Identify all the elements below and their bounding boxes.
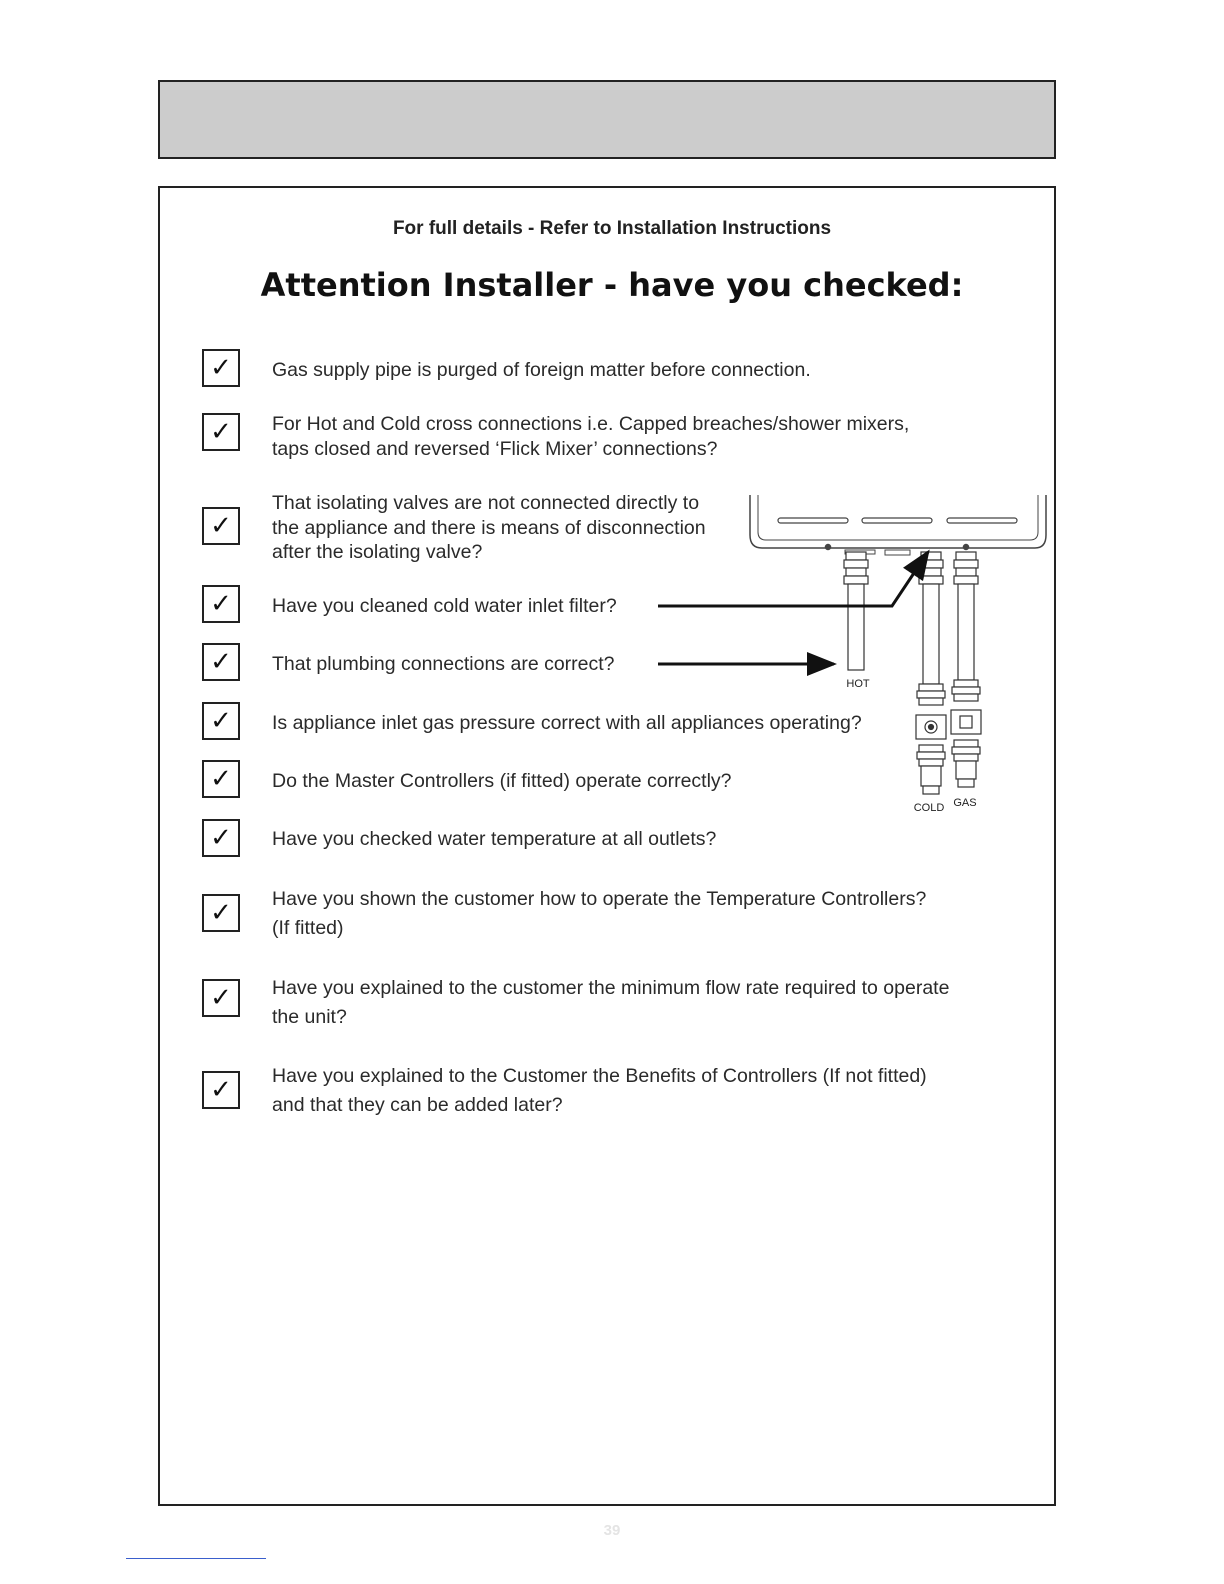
- item-line: (If fitted): [272, 917, 344, 939]
- cold-pipe: [916, 552, 946, 794]
- checkbox-icon: ✓: [202, 413, 240, 451]
- item-line: Have you checked water temperature at all outlets?: [272, 828, 717, 850]
- footer-link-underline[interactable]: [126, 1558, 266, 1559]
- checkbox-icon: ✓: [202, 585, 240, 623]
- header-band: [158, 80, 1056, 159]
- checkbox-icon: ✓: [202, 643, 240, 681]
- checklist-item: [272, 1062, 927, 1120]
- checkbox-icon: ✓: [202, 760, 240, 798]
- checkbox-icon: ✓: [202, 894, 240, 932]
- item-line: taps closed and reversed ‘Flick Mixer’ connections?: [272, 438, 718, 460]
- filter-arrow: [658, 552, 928, 606]
- checklist-item: [272, 594, 617, 619]
- checklist-item: [272, 974, 949, 1032]
- item-line: Gas supply pipe is purged of foreign matter before connection.: [272, 359, 811, 381]
- page-title: Attention Installer - have you checked:: [260, 266, 964, 304]
- item-line: That isolating valves are not connected directly to: [272, 492, 700, 514]
- checkbox-icon: ✓: [202, 819, 240, 857]
- checklist-item: [272, 652, 615, 677]
- item-line: the appliance and there is means of disconnection: [272, 516, 706, 539]
- checkbox-icon: ✓: [202, 507, 240, 545]
- item-line: after the isolating valve?: [272, 541, 483, 563]
- item-line: Have you explained to the customer the minimum flow rate required to operate: [272, 977, 950, 999]
- cold-label: COLD: [913, 802, 945, 814]
- checklist-item: [272, 412, 909, 462]
- gas-pipe: [951, 552, 981, 787]
- checklist-item: [272, 885, 926, 943]
- item-line: Have you explained to the Customer the Benefits of Controllers (If not fitted): [272, 1065, 927, 1087]
- item-line: Is appliance inlet gas pressure correct with all appliances operating?: [272, 712, 862, 734]
- page-number: 39: [603, 1522, 621, 1539]
- checkbox-icon: ✓: [202, 349, 240, 387]
- item-line: and that they can be added later?: [272, 1094, 563, 1116]
- appliance-housing: [750, 495, 1046, 555]
- item-line: For Hot and Cold cross connections i.e. Capped breaches/shower mixers,: [272, 413, 910, 435]
- item-line: Have you shown the customer how to operate the Temperature Controllers?: [272, 888, 927, 910]
- checkbox-icon: ✓: [202, 979, 240, 1017]
- item-line: That plumbing connections are correct?: [272, 653, 615, 675]
- subtitle: For full details - Refer to Installation Instructions: [392, 218, 832, 239]
- checklist-item: [272, 491, 706, 565]
- hot-pipe: [844, 552, 868, 670]
- item-line: the unit?: [272, 1006, 347, 1028]
- checkbox-icon: ✓: [202, 1071, 240, 1109]
- item-line: Have you cleaned cold water inlet filter?: [272, 595, 617, 617]
- checklist-item: [272, 358, 811, 383]
- item-line: Do the Master Controllers (if fitted) operate correctly?: [272, 770, 732, 792]
- checkbox-icon: ✓: [202, 702, 240, 740]
- connection-diagram: [650, 490, 1050, 825]
- checklist-item: [272, 827, 716, 852]
- gas-label: GAS: [953, 797, 977, 809]
- hot-label: HOT: [846, 678, 870, 690]
